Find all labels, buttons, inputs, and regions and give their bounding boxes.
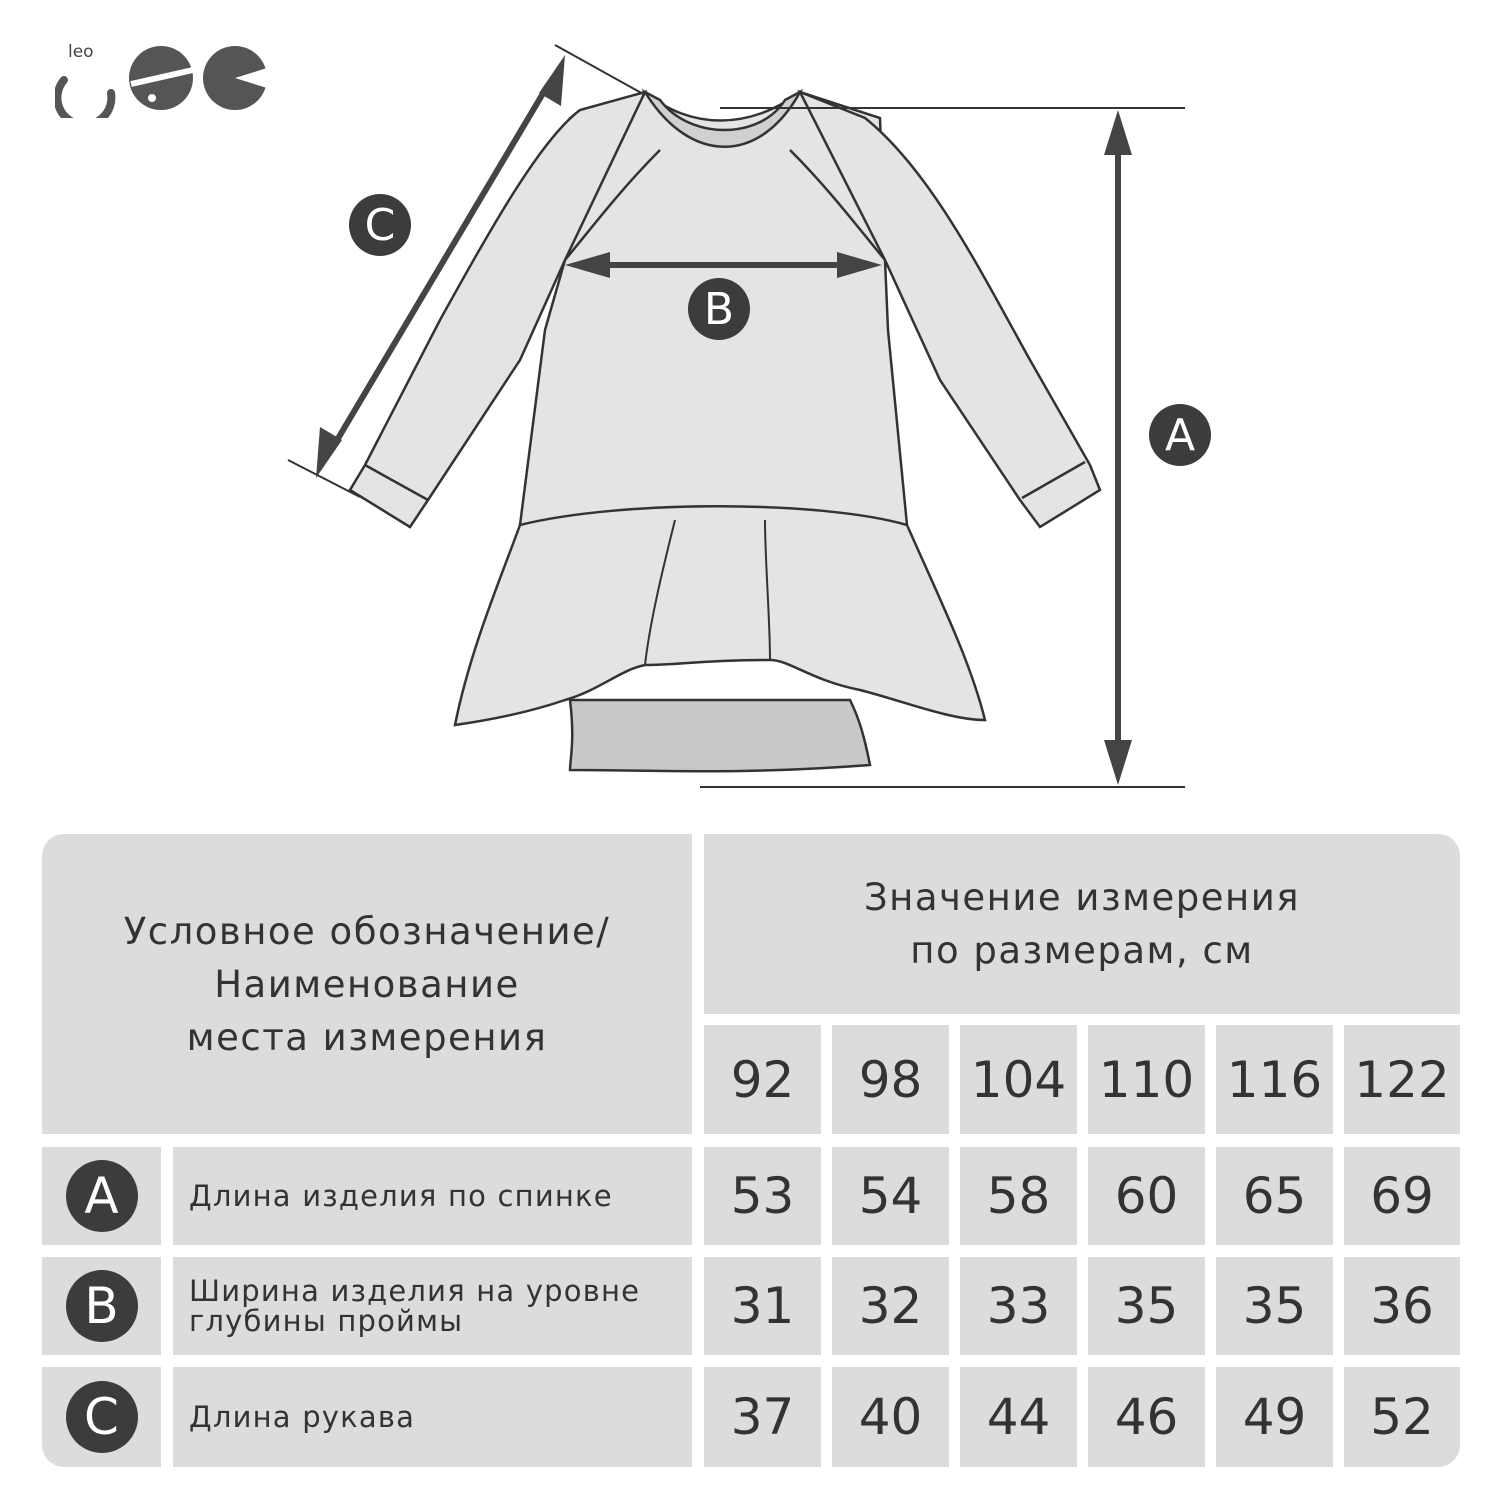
row-label	[173, 1257, 692, 1355]
value-cell: 40	[832, 1367, 949, 1467]
value-cell: 52	[1344, 1367, 1460, 1467]
header-left-line: Условное обозначение/	[123, 909, 611, 953]
front-ruffle	[455, 506, 985, 725]
value-cell: 32	[832, 1257, 949, 1355]
logo-text: leo	[68, 42, 94, 62]
value-cell: 60	[1088, 1147, 1205, 1245]
value-cell: 36	[1344, 1257, 1460, 1355]
header-left-line: Наименование	[214, 962, 520, 1006]
size-header: 110	[1088, 1025, 1205, 1134]
value-cell: 49	[1216, 1367, 1333, 1467]
header-left-line: места измерения	[186, 1015, 548, 1059]
size-header: 98	[832, 1025, 949, 1134]
value-cell: 35	[1216, 1257, 1333, 1355]
size-table	[42, 834, 1460, 1467]
value-cell: 31	[704, 1257, 821, 1355]
row-marker-cell	[42, 1257, 161, 1355]
row-marker-cell	[42, 1147, 161, 1245]
marker-badge: C	[66, 1381, 138, 1453]
marker-b-badge: B	[688, 278, 750, 340]
value-cell: 58	[960, 1147, 1077, 1245]
marker-badge: B	[66, 1270, 138, 1342]
header-right-line: по размерам, см	[910, 929, 1254, 972]
row-label-line: глубины проймы	[189, 1304, 464, 1338]
row-label-line: Ширина изделия на уровне	[189, 1274, 641, 1308]
header-values	[704, 834, 1460, 1014]
value-cell: 35	[1088, 1257, 1205, 1355]
size-header: 104	[960, 1025, 1077, 1134]
marker-c-badge: C	[349, 194, 411, 256]
value-cell: 65	[1216, 1147, 1333, 1245]
header-right-line: Значение измерения	[863, 876, 1301, 919]
value-cell: 44	[960, 1367, 1077, 1467]
size-header: 116	[1216, 1025, 1333, 1134]
value-cell: 54	[832, 1147, 949, 1245]
value-cell: 69	[1344, 1147, 1460, 1245]
row-label-line: Длина изделия по спинке	[189, 1179, 613, 1213]
back-ruffle	[570, 700, 870, 771]
value-cell: 53	[704, 1147, 821, 1245]
value-cell: 37	[704, 1367, 821, 1467]
row-label	[173, 1367, 692, 1467]
marker-a-badge: A	[1149, 404, 1211, 466]
value-cell: 46	[1088, 1367, 1205, 1467]
row-label	[173, 1147, 692, 1245]
row-marker-cell	[42, 1367, 161, 1467]
row-label-line: Длина рукава	[189, 1400, 416, 1434]
value-cell: 33	[960, 1257, 1077, 1355]
size-header: 122	[1344, 1025, 1460, 1134]
marker-badge: A	[66, 1160, 138, 1232]
size-header: 92	[704, 1025, 821, 1134]
header-designation	[42, 834, 692, 1134]
